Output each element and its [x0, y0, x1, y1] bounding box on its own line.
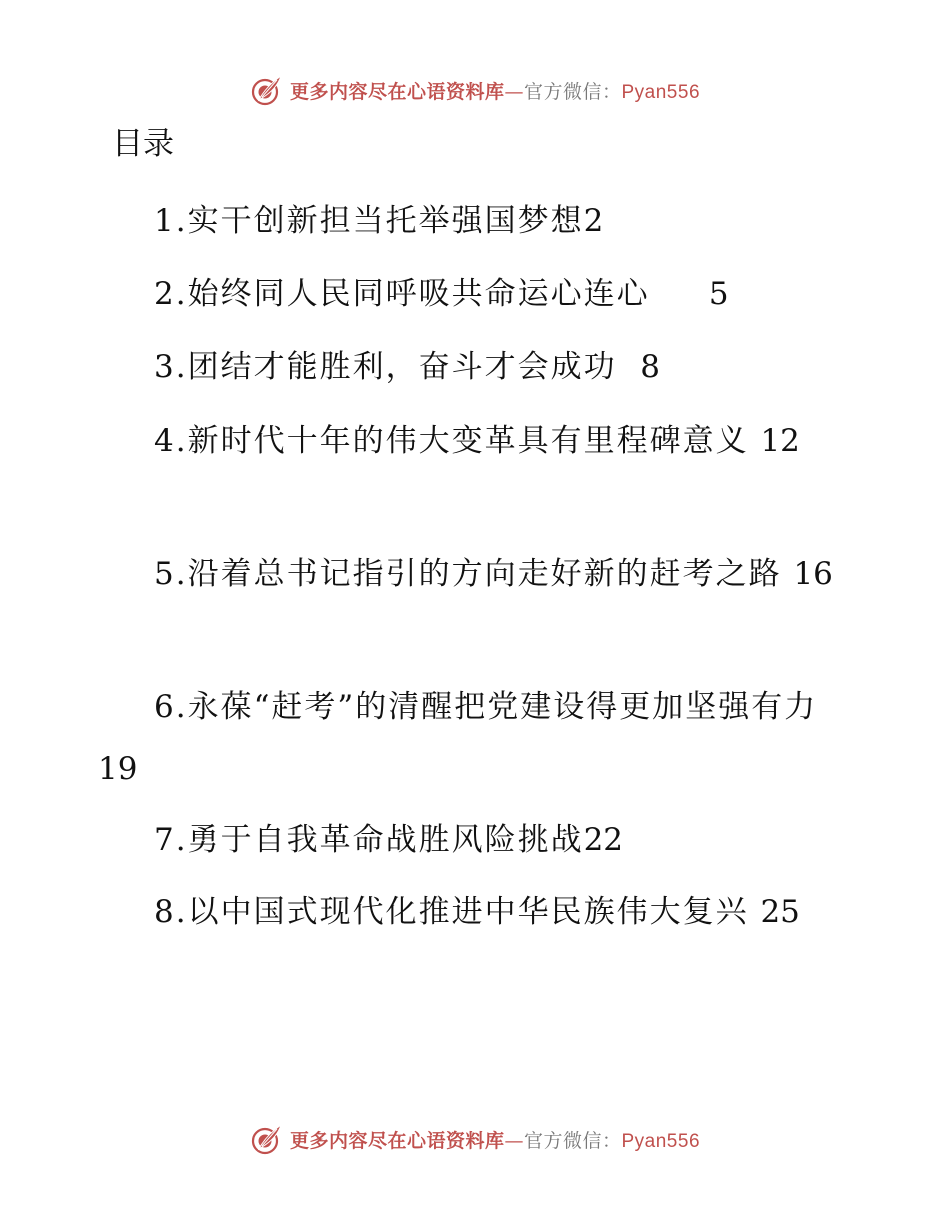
toc-entry-2[interactable]	[98, 263, 848, 325]
toc-entry-4[interactable]	[98, 410, 848, 472]
watermark-dash: —	[504, 1129, 524, 1152]
toc-entry-gap	[650, 276, 709, 312]
watermark-main: 更多内容尽在心语资料库	[289, 1129, 505, 1152]
toc-entry-text: 永葆“赶考”的清醒把党建设得更加坚强有力	[187, 689, 818, 725]
quill-logo-icon	[250, 1122, 284, 1156]
toc-entry-page: 12	[760, 423, 800, 459]
toc-entry-number: 5.	[154, 556, 188, 592]
toc-title: 目录	[112, 126, 174, 162]
toc-entry-gap	[749, 894, 761, 930]
toc-entry-text: 以中国式现代化推进中华民族伟大复兴	[187, 894, 749, 930]
toc-entry-3[interactable]	[98, 336, 848, 398]
toc-entry-6[interactable]	[98, 676, 848, 800]
watermark-text	[290, 77, 700, 104]
toc-entry-text: 沿着总书记指引的方向走好新的赶考之路	[187, 556, 782, 592]
toc-entry-text: 实干创新担当托举强国梦想	[187, 203, 584, 239]
toc-entry-page: 16	[793, 556, 833, 592]
toc-entry-page: 2	[583, 203, 604, 239]
toc-entry-text: 始终同人民同呼吸共命运心连心	[187, 276, 650, 312]
watermark-wechat-id: Pyan556	[621, 81, 701, 103]
toc-entry-number: 7.	[154, 822, 188, 858]
toc-entry-gap	[749, 423, 761, 459]
watermark-banner-bottom	[0, 1119, 950, 1159]
toc-entry-page: 25	[760, 894, 800, 930]
watermark-banner-top	[0, 70, 950, 110]
toc-entry-number: 8.	[154, 894, 188, 930]
toc-entry-text: 团结才能胜利，奋斗才会成功	[187, 349, 617, 385]
toc-entry-number: 2.	[154, 276, 188, 312]
toc-entry-gap	[617, 349, 641, 385]
watermark-text	[290, 1126, 700, 1153]
watermark-wechat-label: 官方微信：	[523, 80, 622, 103]
watermark-main: 更多内容尽在心语资料库	[289, 80, 505, 103]
toc-entry-text: 新时代十年的伟大变革具有里程碑意义	[187, 423, 749, 459]
watermark-wechat-id: Pyan556	[621, 1130, 701, 1152]
toc-entry-8[interactable]	[98, 881, 848, 943]
toc-entry-7[interactable]	[98, 809, 848, 871]
toc-entry-number: 6.	[154, 689, 188, 725]
quill-logo-icon	[250, 73, 284, 107]
watermark-dash: —	[504, 80, 524, 103]
watermark-wechat-label: 官方微信：	[523, 1129, 622, 1152]
toc-entry-number: 4.	[154, 423, 188, 459]
toc-entry-page: 22	[583, 822, 624, 858]
toc-entry-1[interactable]	[98, 190, 848, 252]
toc-entry-5[interactable]	[98, 543, 848, 605]
toc-entry-text: 勇于自我革命战胜风险挑战	[187, 822, 584, 858]
toc-entry-number: 3.	[154, 349, 188, 385]
toc-entry-number: 1.	[154, 203, 188, 239]
toc-entry-page: 19	[98, 751, 138, 787]
toc-entry-page: 5	[708, 276, 729, 312]
toc-entry-gap	[782, 556, 794, 592]
toc-entry-page: 8	[640, 349, 661, 385]
